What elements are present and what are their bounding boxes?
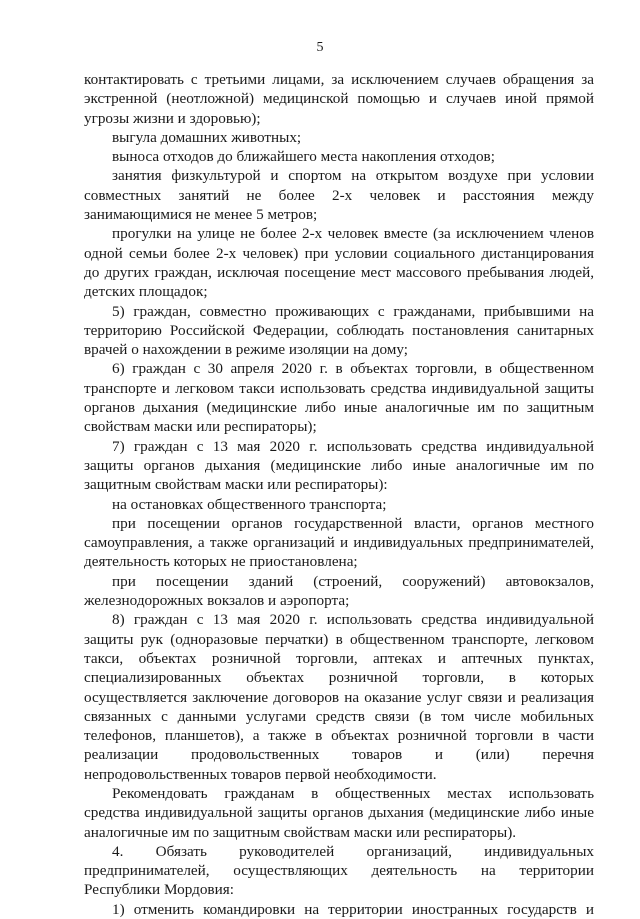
- text-line: железнодорожных вокзалов и аэропорта;: [84, 592, 350, 610]
- text-line: при посещении зданий (строений, сооружений) автовокзалов,: [112, 572, 594, 590]
- text-line: выноса отходов до ближайшего места накопления отходов;: [112, 148, 495, 166]
- text-line: телефонов, планшетов), а также в объектах розничной торговли в части: [84, 727, 594, 745]
- text-line: занятия физкультурой и спортом на открытом воздухе при условии: [112, 167, 594, 185]
- text-line: детских площадок;: [84, 283, 208, 301]
- text-line: средства индивидуальной защиты органов дыхания (медицинские либо иные: [84, 804, 594, 822]
- text-line: такси, объектах розничной торговли, аптеках и аптечных пунктах,: [84, 649, 594, 667]
- text-line: 6) граждан с 30 апреля 2020 г. в объектах торговли, в общественном: [112, 360, 594, 378]
- text-line: транспорте и легковом такси использовать средства индивидуальной защиты: [84, 379, 594, 397]
- text-line: врачей о нахождении в режиме изоляции на дому;: [84, 341, 409, 359]
- text-line: 1) отменить командировки на территории иностранных государств и: [112, 900, 594, 918]
- text-line: занимающимися не менее 5 метров;: [84, 206, 318, 224]
- text-line: одной семьи более 2-х человек) при условии социального дистанцирования: [84, 244, 594, 262]
- text-line: Республики Мордовия:: [84, 881, 234, 899]
- page-number: 5: [316, 40, 324, 55]
- text-line: совместных занятий не более 2-х человек и расстояния между: [84, 186, 594, 204]
- text-line: 7) граждан с 13 мая 2020 г. использовать средства индивидуальной: [112, 437, 594, 455]
- text-line: Рекомендовать гражданам в общественных местах использовать: [112, 784, 594, 802]
- text-line: территорию Российской Федерации, соблюдать постановления санитарных: [84, 321, 594, 339]
- text-line: связанных с данными услугами средств связи (в том числе мобильных: [84, 707, 594, 725]
- text-line: угрозы жизни и здоровью);: [84, 109, 261, 127]
- text-line: прогулки на улице не более 2-х человек вместе (за исключением членов: [112, 225, 594, 243]
- text-line: свойствам маски или респираторы);: [84, 418, 317, 436]
- text-line: выгула домашних животных;: [112, 128, 302, 146]
- text-line: экстренной (неотложной) медицинской помощью и случаев иной прямой: [84, 90, 594, 108]
- text-line: 5) граждан, совместно проживающих с гражданами, прибывшими на: [112, 302, 594, 320]
- text-line: деятельность которых не приостановлена;: [84, 553, 358, 571]
- text-line: на остановках общественного транспорта;: [112, 495, 387, 513]
- text-line: до других граждан, исключая посещение мест массового пребывания людей,: [84, 263, 594, 281]
- text-line: органов дыхания (медицинские либо иные аналогичные им по защитным: [84, 399, 594, 417]
- text-line: осуществляется заключение договоров на оказание услуг связи и реализация: [84, 688, 594, 706]
- text-line: защиты рук (одноразовые перчатки) в общественном транспорте, легковом: [84, 630, 594, 648]
- text-line: аналогичные им по защитным свойствам маски или респираторы).: [84, 823, 517, 841]
- text-line: 8) граждан с 13 мая 2020 г. использовать средства индивидуальной: [112, 611, 594, 629]
- text-line: защитным свойствам маски или респираторы):: [84, 476, 388, 494]
- text-line: непродовольственных товаров первой необходимости.: [84, 765, 437, 783]
- text-line: контактировать с третьими лицами, за исключением случаев обращения за: [84, 71, 594, 88]
- text-line: при посещении органов государственной власти, органов местного: [112, 514, 594, 532]
- text-line: специализированных объектах розничной торговли, в которых: [84, 669, 594, 687]
- text-line: защиты органов дыхания (медицинские либо иные аналогичные им по: [84, 456, 594, 474]
- text-line: 4. Обязать руководителей организаций, индивидуальных: [112, 842, 594, 860]
- text-line: реализации продовольственных товаров и (или) перечня: [84, 746, 594, 764]
- document-body: [84, 70, 594, 919]
- text-line: самоуправления, а также организаций и индивидуальных предпринимателей,: [84, 534, 594, 552]
- text-line: предпринимателей, осуществляющих деятельность на территории: [84, 862, 594, 880]
